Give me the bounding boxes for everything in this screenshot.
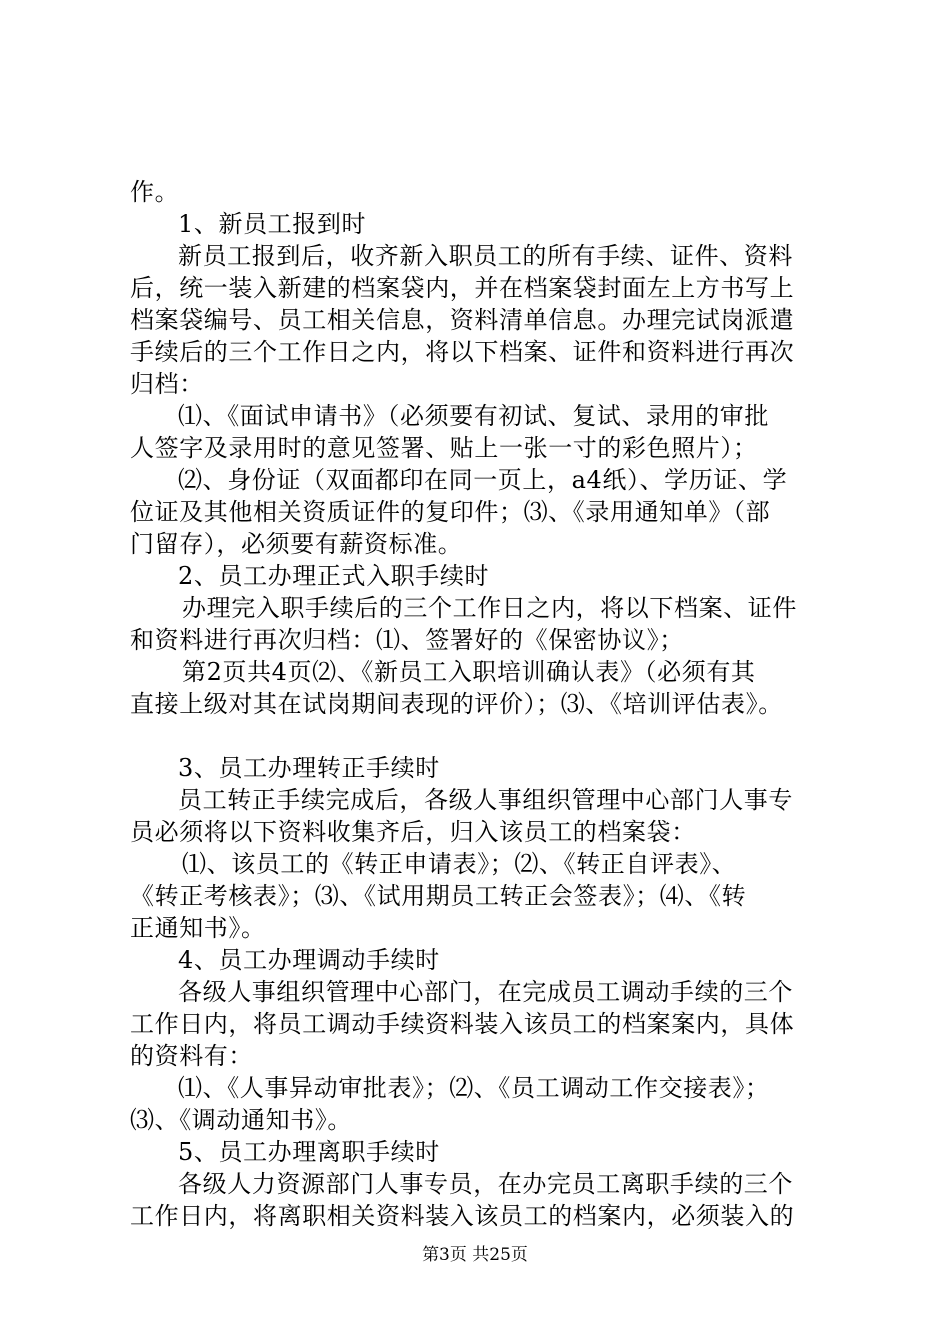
- text-line: 《转正考核表》；⑶、《试用期员工转正会签表》；⑷、《转: [130, 882, 747, 910]
- section-heading: 5、员工办理离职手续时: [178, 1138, 440, 1166]
- text-line: 后，统一装入新建的档案袋内，并在档案袋封面左上方书写上: [130, 274, 795, 302]
- text-line: 门留存），必须要有薪资标准。: [130, 530, 463, 558]
- text-line: 新员工报到后，收齐新入职员工的所有手续、证件、资料: [178, 242, 793, 270]
- section-heading: 3、员工办理转正手续时: [178, 754, 440, 782]
- text-line: 工作日内，将员工调动手续资料装入该员工的档案案内，具体: [130, 1010, 795, 1038]
- text-line: ⑴、《人事异动审批表》；⑵、《员工调动工作交接表》；: [178, 1074, 770, 1102]
- text-line: 归档：: [130, 370, 204, 398]
- text-line: 手续后的三个工作日之内，将以下档案、证件和资料进行再次: [130, 338, 795, 366]
- text-line: 位证及其他相关资质证件的复印件；⑶、《录用通知单》（部: [130, 498, 771, 526]
- text-line: 人签字及录用时的意见签署、贴上一张一寸的彩色照片）；: [130, 434, 758, 462]
- text-line: 办理完入职手续后的三个工作日之内，将以下档案、证件: [182, 594, 797, 622]
- page-footer: 第3页 共25页: [422, 1245, 528, 1265]
- text-line: 和资料进行再次归档：⑴、签署好的《保密协议》；: [130, 626, 684, 654]
- text-line: 工作日内，将离职相关资料装入该员工的档案内，必须装入的: [130, 1202, 795, 1230]
- text-line: 正通知书》。: [130, 914, 266, 942]
- text-line: 档案袋编号、员工相关信息，资料清单信息。办理完试岗派遣: [130, 306, 795, 334]
- text-line: 作。: [130, 178, 180, 206]
- text-line: ⑴、《面试申请书》（必须要有初试、复试、录用的审批: [178, 402, 769, 430]
- text-line: ⑵、身份证（双面都印在同一页上，a4纸）、学历证、学: [178, 466, 788, 494]
- section-heading: 2、员工办理正式入职手续时: [178, 562, 490, 590]
- text-line: 直接上级对其在试岗期间表现的评价）；⑶、《培训评估表》。: [130, 690, 783, 718]
- text-line: 各级人力资源部门人事专员，在办完员工离职手续的三个: [178, 1170, 793, 1198]
- text-line: ⑶、《调动通知书》。: [130, 1106, 352, 1134]
- section-heading: 1、新员工报到时: [178, 210, 367, 238]
- text-line: 员必须将以下资料收集齐后，归入该员工的档案袋：: [130, 818, 696, 846]
- text-line: 各级人事组织管理中心部门，在完成员工调动手续的三个: [178, 978, 793, 1006]
- text-line: 员工转正手续完成后，各级人事组织管理中心部门人事专: [178, 786, 793, 814]
- text-line: ⑴、该员工的《转正申请表》；⑵、《转正自评表》、: [182, 850, 737, 878]
- text-line: 的资料有：: [130, 1042, 253, 1070]
- section-heading: 4、员工办理调动手续时: [178, 946, 440, 974]
- text-line: 第2页共4页⑵、《新员工入职培训确认表》（必须有其: [182, 658, 756, 686]
